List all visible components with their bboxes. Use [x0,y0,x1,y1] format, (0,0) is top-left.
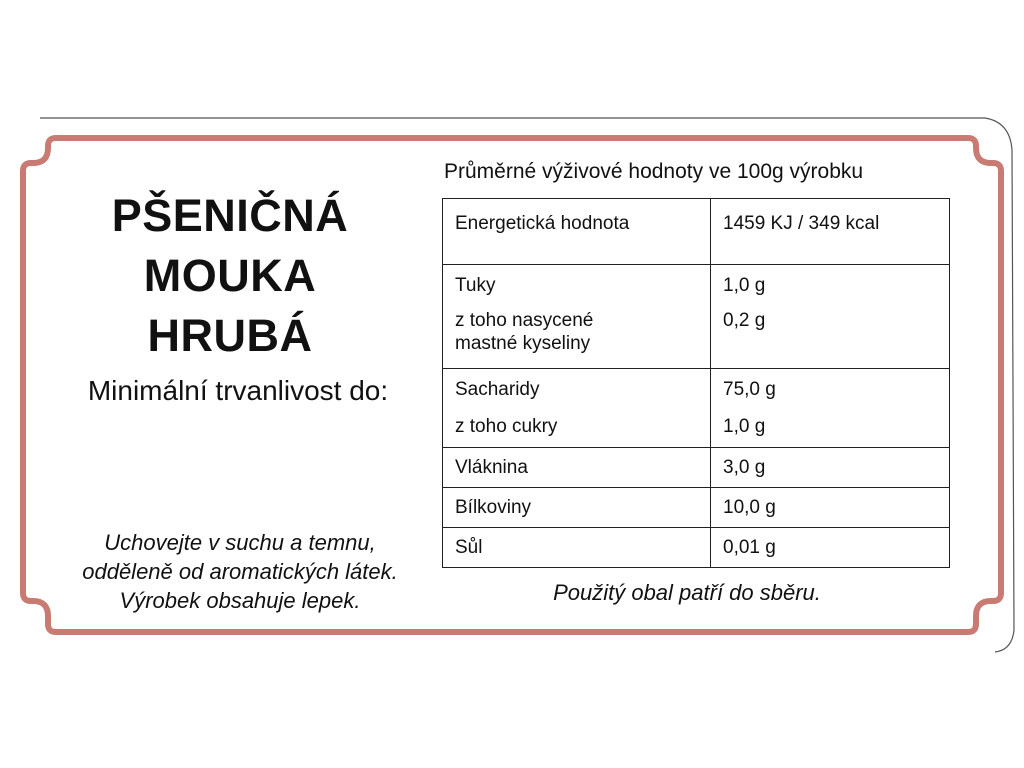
saturated-label-line2: mastné kyseliny [455,333,591,354]
expiry-label: Minimální trvanlivost do: [87,375,389,406]
title-line: HRUBÁ [147,310,313,361]
nutrient-value [711,199,950,265]
title-line: PŠENIČNÁ [111,190,349,241]
energy-value: 1459 KJ / 349 kcal [723,213,880,234]
nutrient-value [711,528,950,568]
nutrient-name [443,265,711,369]
saturated-value: 0,2 g [723,310,766,331]
table-row [443,199,950,265]
nutrient-value [711,488,950,528]
table-row [443,448,950,488]
table-row [443,528,950,568]
title-line: MOUKA [143,250,317,301]
table-row [443,369,950,448]
recycle-note: Použitý obal patří do sběru. [553,580,821,605]
product-title [60,186,400,366]
energy-label: Energetická hodnota [455,213,630,234]
sugars-value: 1,0 g [723,416,766,437]
fat-label: Tuky [455,275,496,296]
saturated-label-line1: z toho nasycené [455,310,594,331]
salt-label: Sůl [455,537,483,558]
nutrient-value [711,369,950,448]
sugars-label: z toho cukry [455,416,558,437]
protein-value: 10,0 g [723,497,776,518]
nutrient-name [443,199,711,265]
nutrient-name [443,369,711,448]
fat-value: 1,0 g [723,275,766,296]
salt-value: 0,01 g [723,537,776,558]
nutrition-table [442,198,950,568]
protein-label: Bílkoviny [455,497,532,518]
nutrition-heading: Průměrné výživové hodnoty ve 100g výrobku [444,160,864,183]
nutrient-name [443,448,711,488]
storage-instructions [40,528,440,615]
storage-line: Uchovejte v suchu a temnu, [104,530,376,555]
storage-line: odděleně od aromatických látek. [82,559,398,584]
table-row [443,488,950,528]
carbs-value: 75,0 g [723,379,776,400]
fiber-value: 3,0 g [723,457,766,478]
table-row [443,265,950,369]
nutrient-name [443,488,711,528]
storage-line: Výrobek obsahuje lepek. [119,588,361,613]
carbs-label: Sacharidy [455,379,540,400]
nutrient-value [711,265,950,369]
nutrient-value [711,448,950,488]
fiber-label: Vláknina [455,457,528,478]
nutrient-name [443,528,711,568]
